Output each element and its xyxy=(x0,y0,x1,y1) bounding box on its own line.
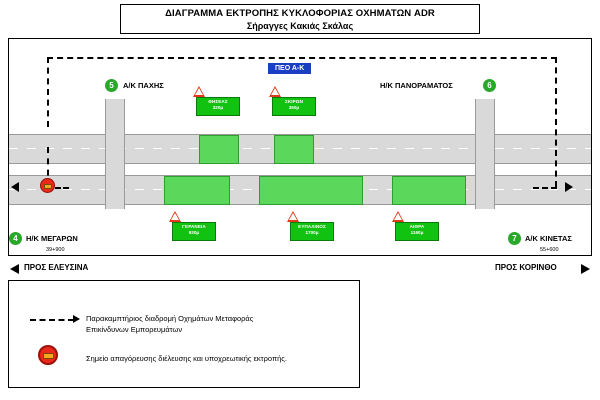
warning-triangle-aithra xyxy=(392,211,404,222)
direction-arrow-west xyxy=(11,182,19,192)
dashed-arrow-icon xyxy=(30,319,74,321)
tunnel-length-geraneia: 930μ xyxy=(188,230,200,235)
direction-arrow-right xyxy=(581,264,590,274)
tunnel-name-eupalinos: ΕΥΠΑΛΙΝΟΣ xyxy=(298,224,326,229)
tunnel-sign-aithra xyxy=(395,222,439,241)
tunnel-length-skiron: 360μ xyxy=(288,105,300,110)
tunnel-box-skiron xyxy=(274,135,314,164)
tunnel-sign-eupalinos xyxy=(290,222,334,241)
detour-arrow-east xyxy=(565,182,573,192)
tunnel-sign-skiron xyxy=(272,97,316,116)
tunnel-name-thiseas: ΘΗΣΕΑΣ xyxy=(208,99,228,104)
warning-triangle-thiseas xyxy=(193,86,205,97)
direction-arrow-left xyxy=(10,264,19,274)
no-hazmat-icon-diagram xyxy=(40,178,55,193)
interchange-marker-7: 7 xyxy=(508,232,521,245)
detour-route-right-vertical xyxy=(555,57,557,187)
detour-route-top xyxy=(47,57,557,59)
warning-triangle-aithra-inner xyxy=(394,213,402,220)
title-line-1: ΔΙΑΓΡΑΜΜΑ ΕΚΤΡΟΠΗΣ ΚΥΚΛΟΦΟΡΙΑΣ ΟΧΗΜΑΤΩΝ ADR xyxy=(165,8,435,19)
tunnel-sign-thiseas xyxy=(196,97,240,116)
interchange-marker-6: 6 xyxy=(483,79,496,92)
tunnel-box-eupalinos xyxy=(259,176,363,205)
warning-triangle-eupalinos-inner xyxy=(289,213,297,220)
warning-triangle-skiron-inner xyxy=(271,88,279,95)
detour-route-left-vertical xyxy=(47,57,49,127)
legend-item-1-line-1: Παρακαμπτήριος διαδρομή Οχημάτων Μεταφοράς xyxy=(86,314,254,323)
tunnel-box-thiseas xyxy=(199,135,239,164)
interchange-label-6: Η/Κ ΠΑΝΟΡΑΜΑΤΟΣ xyxy=(380,81,453,90)
tunnel-length-thiseas: 320μ xyxy=(212,105,224,110)
direction-label-left: ΠΡΟΣ ΕΛΕΥΣΙΝΑ xyxy=(24,263,89,272)
tunnel-box-geraneia xyxy=(164,176,230,205)
legend-item-1-line-2: Επικίνδυνων Εμπορευμάτων xyxy=(86,325,183,334)
legend-item-2-line-1: Σημείο απαγόρευσης διέλευσης και υποχρεωτικής εκτροπής. xyxy=(86,354,288,363)
interchange-marker-4: 4 xyxy=(9,232,22,245)
warning-triangle-geraneia xyxy=(169,211,181,222)
page-title xyxy=(120,4,480,34)
tunnel-sign-geraneia xyxy=(172,222,216,241)
interchange-label-4: Η/Κ ΜΕΓΑΡΩΝ xyxy=(26,234,78,243)
interchange-chainage-4: 39+900 xyxy=(46,247,65,253)
interchange-chainage-7: 55+600 xyxy=(540,247,559,253)
direction-label-right: ΠΡΟΣ ΚΟΡΙΝΘΟ xyxy=(495,263,557,272)
tunnel-name-geraneia: ΓΕΡΑΝΕΙΑ xyxy=(182,224,206,229)
interchange-label-7: Α/Κ ΚΙΝΕΤΑΣ xyxy=(525,234,572,243)
warning-triangle-thiseas-inner xyxy=(195,88,203,95)
warning-triangle-geraneia-inner xyxy=(171,213,179,220)
warning-triangle-skiron xyxy=(269,86,281,97)
detour-route-right-join xyxy=(533,187,557,189)
interchange-marker-5: 5 xyxy=(105,79,118,92)
interchange-ramp-east xyxy=(475,99,495,209)
interchange-label-5: Α/Κ ΠΑΧΗΣ xyxy=(123,81,164,90)
warning-triangle-eupalinos xyxy=(287,211,299,222)
tunnel-length-eupalinos: 1700μ xyxy=(305,230,319,235)
traffic-diagram xyxy=(8,38,592,256)
title-line-2: Σήραγγες Κακιάς Σκάλας xyxy=(246,21,354,31)
tunnel-box-aithra xyxy=(392,176,466,205)
tunnel-length-aithra: 1160μ xyxy=(410,230,424,235)
tunnel-name-skiron: ΣΚΙΡΩΝ xyxy=(284,99,303,104)
interchange-ramp-west xyxy=(105,99,125,209)
dashed-arrow-icon-head xyxy=(73,315,80,323)
peo-route-sign: ΠΕΟ Α-Κ xyxy=(267,62,312,75)
tunnel-name-aithra: ΑΙΘΡΑ xyxy=(409,224,425,229)
no-hazmat-icon xyxy=(38,345,58,365)
